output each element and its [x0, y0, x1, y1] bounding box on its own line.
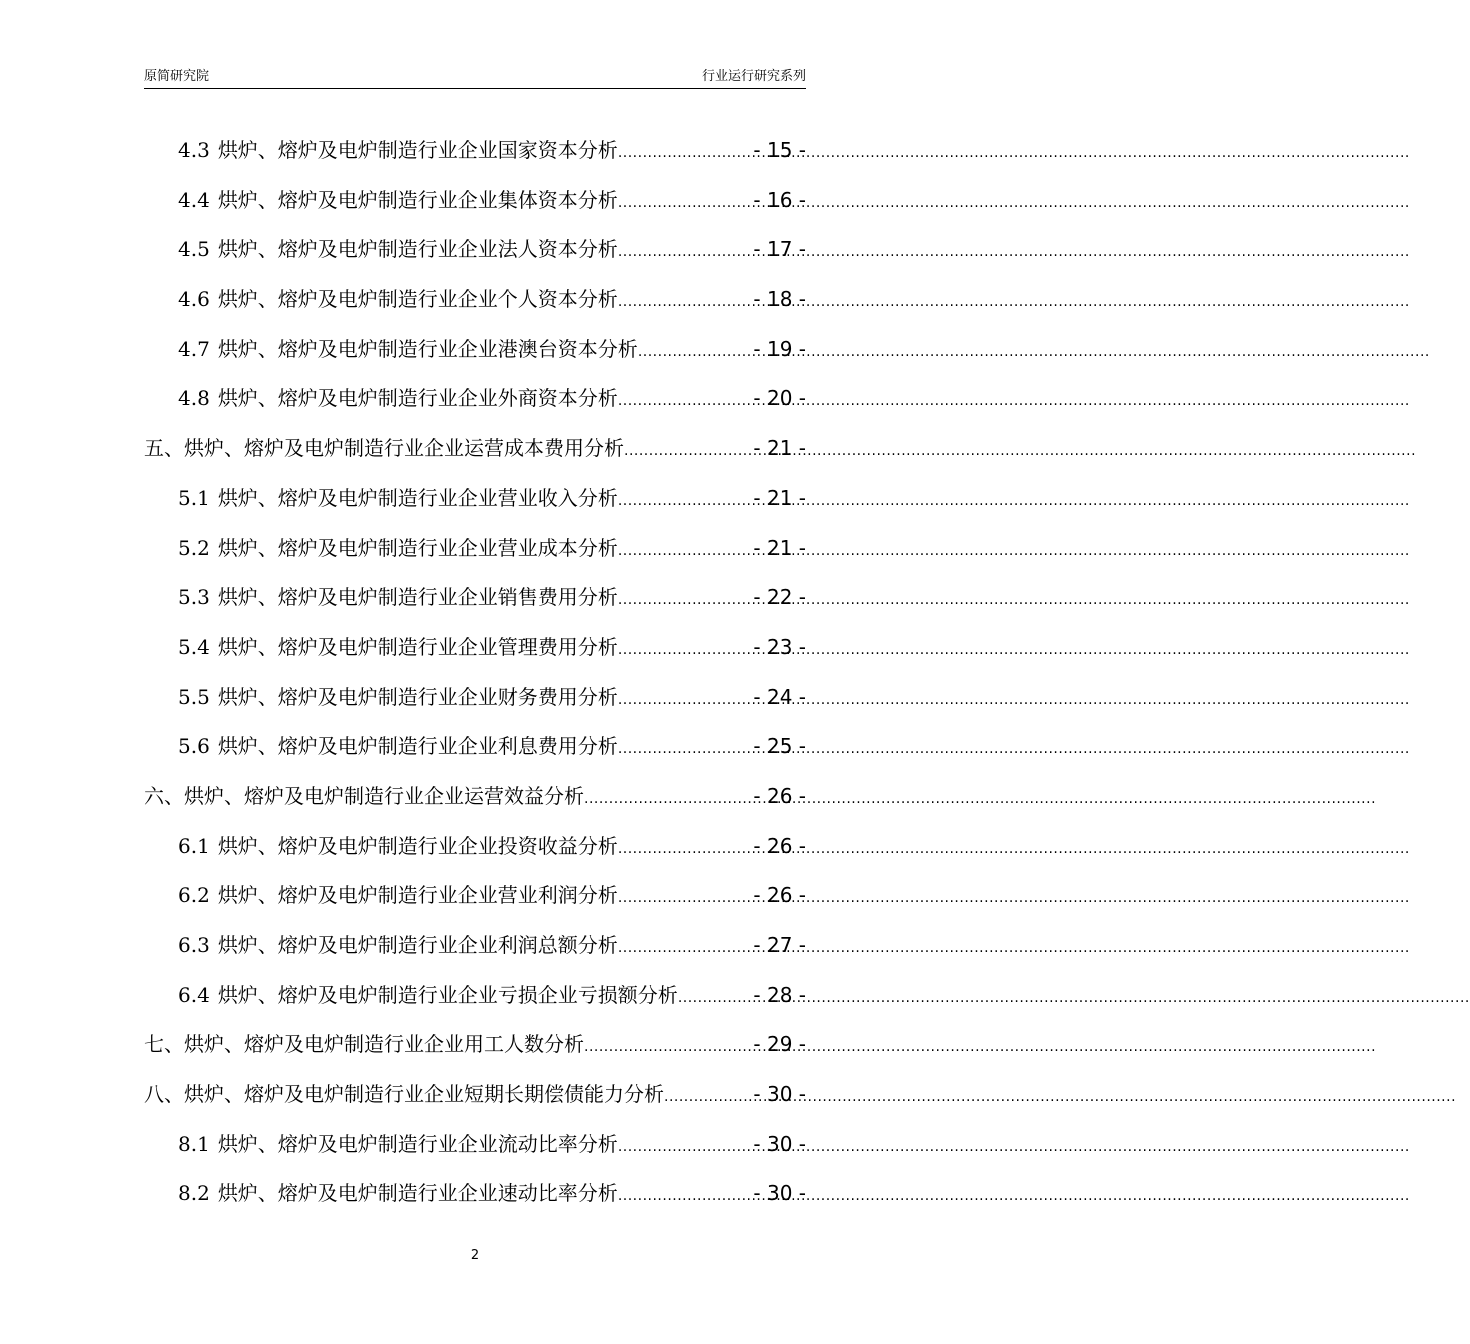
toc-entry[interactable] — [144, 722, 806, 772]
toc-dot-leader — [618, 1169, 754, 1222]
toc-entry-page: - 16 - — [753, 187, 806, 212]
toc-entry-page: - 28 - — [753, 982, 806, 1007]
toc-entry-number: 5.4 — [178, 634, 210, 659]
toc-entry[interactable] — [144, 1120, 806, 1170]
toc-dot-leader — [618, 374, 754, 427]
toc-entry[interactable] — [144, 275, 806, 325]
toc-entry-title: 烘炉、熔炉及电炉制造行业企业亏损企业亏损额分析 — [217, 982, 678, 1007]
toc-entry-page: - 19 - — [753, 336, 806, 361]
toc-entry-title: 烘炉、熔炉及电炉制造行业企业营业收入分析 — [217, 485, 618, 510]
toc-entry-page: - 23 - — [753, 634, 806, 659]
toc-entry-page: - 26 - — [753, 833, 806, 858]
toc-dot-leader — [584, 772, 753, 825]
toc-entry-title: 烘炉、熔炉及电炉制造行业企业营业利润分析 — [217, 883, 618, 908]
toc-entry[interactable] — [144, 971, 806, 1021]
toc-entry[interactable] — [144, 1169, 806, 1219]
toc-entry[interactable] — [144, 1070, 806, 1120]
header-organization: 原简研究院 — [144, 69, 210, 84]
toc-dot-leader — [618, 126, 754, 179]
toc-entry[interactable] — [144, 424, 806, 474]
toc-entry-page: - 26 - — [753, 883, 806, 908]
toc-entry-page: - 17 - — [753, 237, 806, 262]
toc-entry-page: - 26 - — [753, 783, 806, 808]
toc-entry[interactable] — [144, 1020, 806, 1070]
toc-entry-page: - 30 - — [753, 1131, 806, 1156]
toc-entry-page: - 21 - — [753, 436, 806, 461]
toc-entry[interactable] — [144, 822, 806, 872]
toc-entry-title: 烘炉、熔炉及电炉制造行业企业速动比率分析 — [217, 1181, 618, 1206]
toc-entry-number: 6.2 — [178, 883, 210, 908]
toc-dot-leader — [618, 176, 754, 229]
toc-entry-page: - 30 - — [753, 1181, 806, 1206]
toc-dot-leader — [584, 1020, 753, 1073]
toc-dot-leader — [618, 623, 754, 676]
toc-dot-leader — [618, 722, 754, 775]
toc-entry-number: 6.1 — [178, 833, 210, 858]
toc-entry-title: 烘炉、熔炉及电炉制造行业企业法人资本分析 — [217, 237, 618, 262]
toc-entry-number: 8.2 — [178, 1181, 210, 1206]
toc-entry-number: 4.6 — [178, 287, 210, 312]
toc-entry[interactable] — [144, 524, 806, 574]
header-series-title: 行业运行研究系列 — [701, 69, 806, 84]
toc-entry-page: - 27 - — [753, 933, 806, 957]
toc-entry[interactable] — [144, 325, 806, 375]
toc-dot-leader — [664, 1070, 753, 1123]
toc-entry-page: - 21 - — [753, 535, 806, 560]
toc-entry-title: 七、烘炉、熔炉及电炉制造行业企业用工人数分析 — [144, 1032, 584, 1057]
toc-dot-leader — [618, 573, 754, 626]
page-number: 2 — [470, 1248, 480, 1263]
toc-entry-page: - 30 - — [753, 1082, 806, 1107]
toc-entry-title: 烘炉、熔炉及电炉制造行业企业管理费用分析 — [217, 634, 618, 659]
toc-entry-title: 烘炉、熔炉及电炉制造行业企业外商资本分析 — [217, 386, 618, 411]
toc-entry-number: 4.5 — [178, 237, 210, 262]
toc-entry-number: 5.2 — [178, 535, 210, 560]
toc-entry-page: - 29 - — [753, 1032, 806, 1057]
toc-dot-leader — [618, 921, 754, 974]
toc-entry-number: 4.8 — [178, 386, 210, 411]
toc-entry[interactable] — [144, 374, 806, 424]
toc-dot-leader — [618, 822, 754, 875]
toc-entry-title: 烘炉、熔炉及电炉制造行业企业营业成本分析 — [217, 535, 618, 560]
toc-entry[interactable] — [144, 623, 806, 673]
toc-entry[interactable] — [144, 921, 806, 971]
toc-entry-title: 烘炉、熔炉及电炉制造行业企业利润总额分析 — [217, 933, 618, 957]
toc-entry-page: - 22 - — [753, 585, 806, 610]
toc-entry-number: 4.4 — [178, 187, 210, 212]
toc-dot-leader — [618, 275, 754, 328]
page-header — [144, 66, 806, 89]
toc-entry-title: 烘炉、熔炉及电炉制造行业企业流动比率分析 — [217, 1131, 618, 1156]
toc-entry-page: - 21 - — [753, 485, 806, 510]
toc-entry-title: 六、烘炉、熔炉及电炉制造行业企业运营效益分析 — [144, 783, 584, 808]
toc-entry-title: 烘炉、熔炉及电炉制造行业企业财务费用分析 — [217, 684, 618, 709]
toc-entry-title: 烘炉、熔炉及电炉制造行业企业国家资本分析 — [217, 138, 618, 162]
toc-entry-page: - 15 - — [753, 138, 806, 162]
toc-entry[interactable] — [144, 871, 806, 921]
toc-entry[interactable] — [144, 225, 806, 275]
toc-entry-page: - 24 - — [753, 684, 806, 709]
toc-entry-number: 8.1 — [178, 1131, 210, 1156]
toc-entry[interactable] — [144, 673, 806, 723]
toc-entry-number: 4.7 — [178, 336, 210, 361]
toc-entry-number: 6.4 — [178, 982, 210, 1007]
toc-entry-number: 4.3 — [178, 138, 210, 162]
toc-entry-title: 烘炉、熔炉及电炉制造行业企业集体资本分析 — [217, 187, 618, 212]
toc-entry[interactable] — [144, 126, 806, 176]
toc-dot-leader — [618, 524, 754, 577]
toc-entry[interactable] — [144, 772, 806, 822]
toc-entry-page: - 18 - — [753, 287, 806, 312]
toc-entry-title: 烘炉、熔炉及电炉制造行业企业利息费用分析 — [217, 734, 618, 759]
toc-entry-number: 5.1 — [178, 485, 210, 510]
toc-dot-leader — [618, 1120, 754, 1173]
toc-entry-page: - 25 - — [753, 734, 806, 759]
toc-dot-leader — [638, 325, 754, 378]
toc-entry-title: 烘炉、熔炉及电炉制造行业企业销售费用分析 — [217, 585, 618, 610]
toc-dot-leader — [624, 424, 753, 477]
toc-dot-leader — [618, 474, 754, 527]
toc-dot-leader — [618, 673, 754, 726]
toc-entry-number: 6.3 — [178, 933, 210, 957]
toc-entry-title: 烘炉、熔炉及电炉制造行业企业港澳台资本分析 — [217, 336, 638, 361]
toc-entry-title: 五、烘炉、熔炉及电炉制造行业企业运营成本费用分析 — [144, 436, 624, 461]
table-of-contents — [144, 126, 806, 1219]
toc-entry[interactable] — [144, 176, 806, 226]
toc-entry-number: 5.5 — [178, 684, 210, 709]
toc-dot-leader — [618, 225, 754, 278]
toc-entry-title: 烘炉、熔炉及电炉制造行业企业个人资本分析 — [217, 287, 618, 312]
toc-entry[interactable] — [144, 474, 806, 524]
toc-entry[interactable] — [144, 573, 806, 623]
toc-entry-title: 八、烘炉、熔炉及电炉制造行业企业短期长期偿债能力分析 — [144, 1082, 664, 1107]
toc-dot-leader — [618, 871, 754, 924]
toc-entry-title: 烘炉、熔炉及电炉制造行业企业投资收益分析 — [217, 833, 618, 858]
toc-dot-leader — [678, 971, 754, 1024]
toc-entry-number: 5.3 — [178, 585, 210, 610]
toc-entry-page: - 20 - — [753, 386, 806, 411]
toc-entry-number: 5.6 — [178, 734, 210, 759]
